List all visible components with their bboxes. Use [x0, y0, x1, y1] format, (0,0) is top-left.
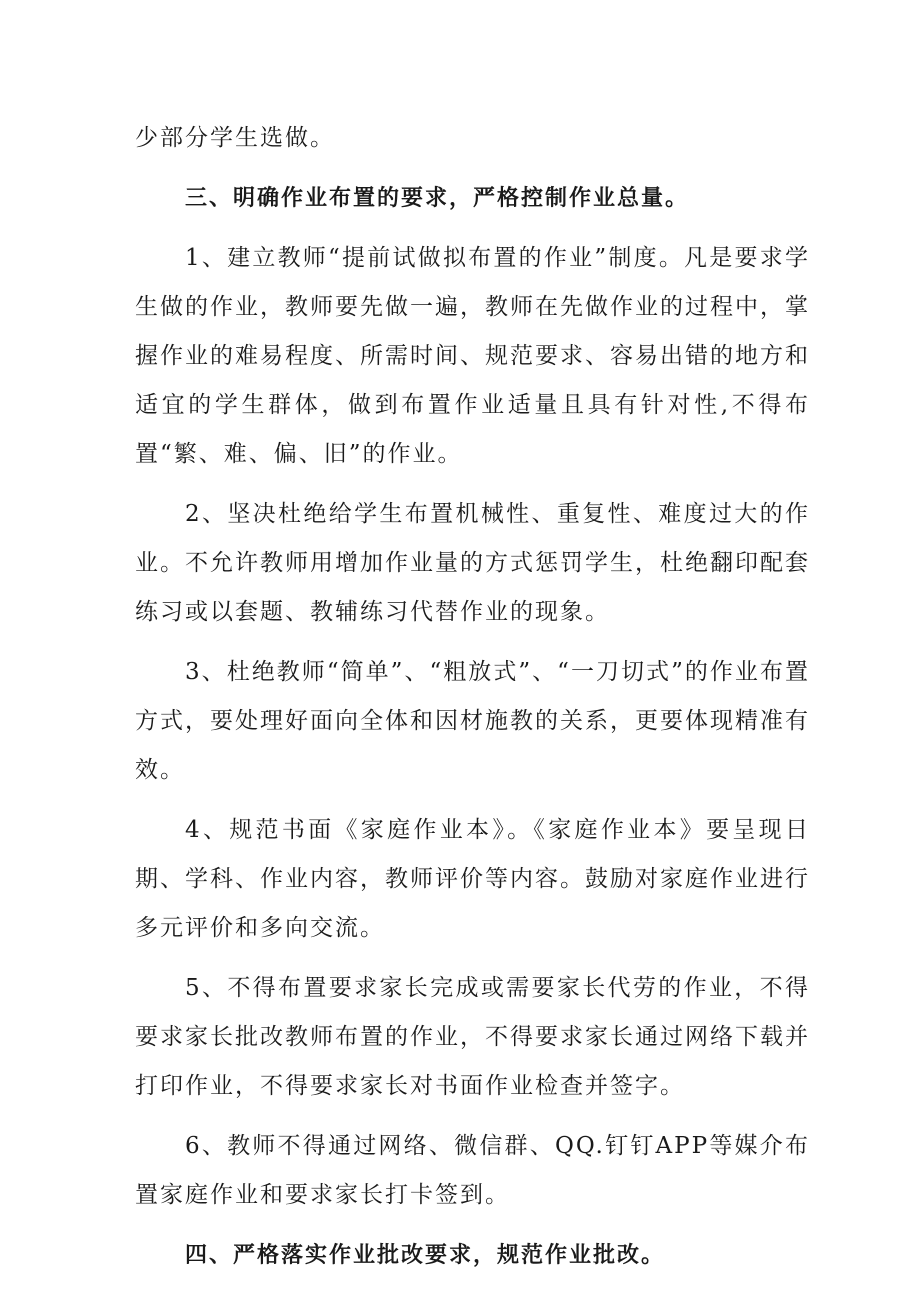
item-2-paragraph: 2、坚决杜绝给学生布置机械性、重复性、难度过大的作业。不允许教师用增加作业量的方式惩罚学生，杜绝翻印配套练习或以套题、教辅练习代替作业的现象。 [135, 501, 810, 625]
item-1-paragraph: 1、建立教师“提前试做拟布置的作业”制度。凡是要求学生做的作业，教师要先做一遍，教师在先做作业的过程中，掌握作业的难易程度、所需时间、规范要求、容易出错的地方和适宜的学生群体，做到布置作业适量且具有针对性,不得布置“繁、难、偏、旧”的作业。 [135, 245, 810, 467]
document-body [135, 114, 810, 1291]
item-3-paragraph: 3、杜绝教师“简单”、“粗放式”、“一刀切式”的作业布置方式，要处理好面向全体和因材施教的关系，更要体现精准有效。 [135, 659, 810, 783]
section-4-heading: 四、严格落实作业批改要求，规范作业批改。 [185, 1243, 666, 1268]
item-4-paragraph: 4、规范书面《家庭作业本》。《家庭作业本》要呈现日期、学科、作业内容，教师评价等内容。鼓励对家庭作业进行多元评价和多向交流。 [135, 817, 810, 941]
item-6-paragraph: 6、教师不得通过网络、微信群、QQ.钉钉APP等媒介布置家庭作业和要求家长打卡签到。 [135, 1133, 810, 1208]
item-5-paragraph: 5、不得布置要求家长完成或需要家长代劳的作业，不得要求家长批改教师布置的作业，不得要求家长通过网络下载并打印作业，不得要求家长对书面作业检查并签字。 [135, 975, 810, 1099]
continuation-paragraph: 少部分学生选做。 [135, 125, 335, 151]
section-3-heading: 三、明确作业布置的要求，严格控制作业总量。 [185, 186, 690, 211]
